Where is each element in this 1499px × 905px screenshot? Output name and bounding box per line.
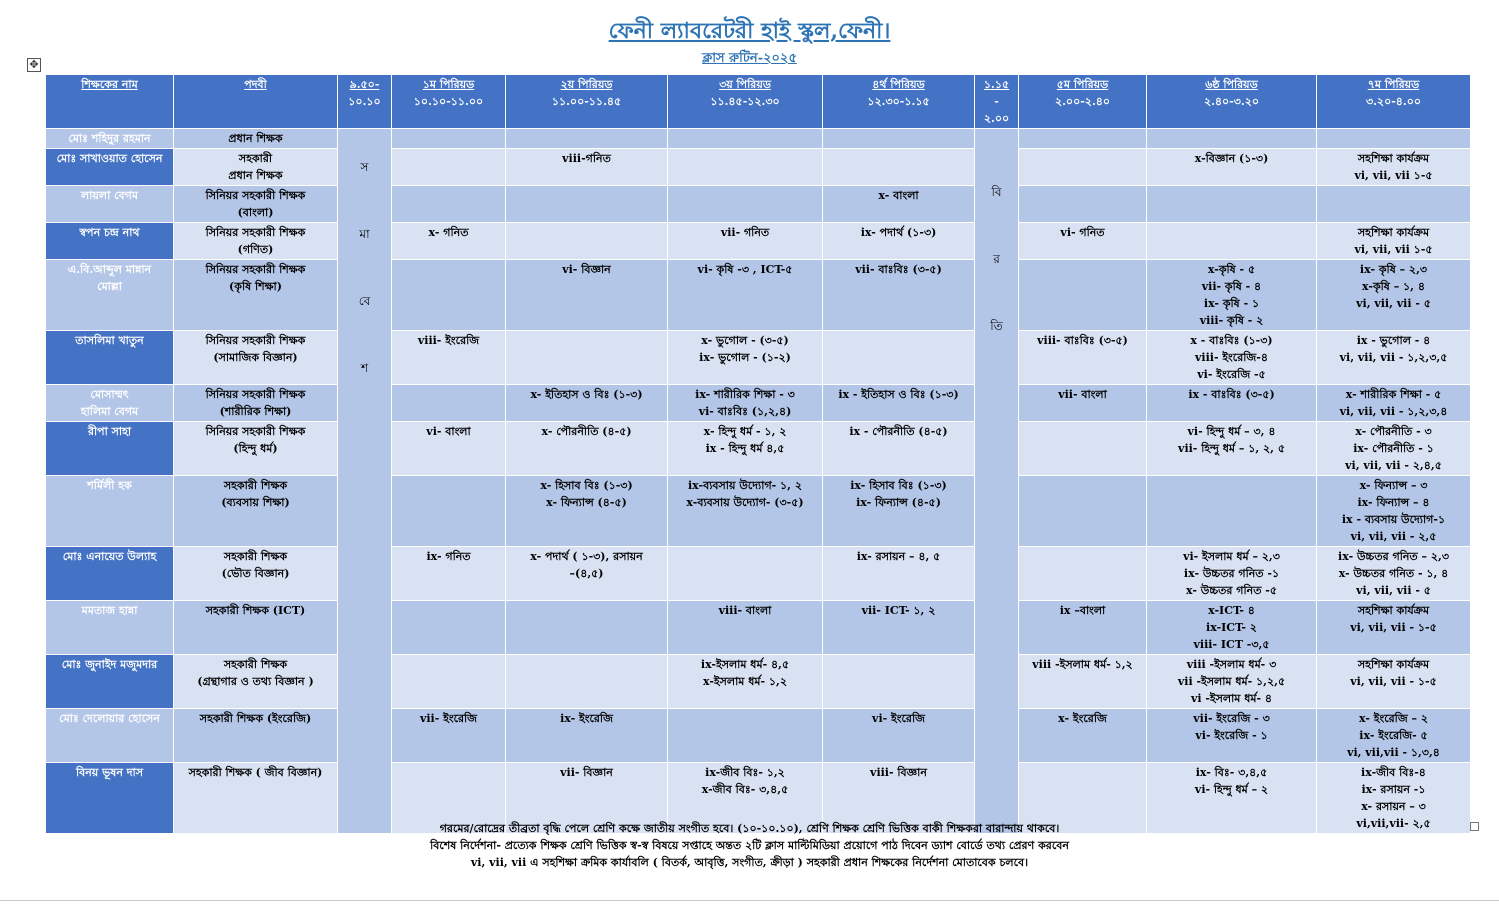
header-time: ৩.২০-৪.০০ — [1365, 95, 1422, 108]
header-cell — [506, 75, 668, 129]
assembly-letter: স — [360, 160, 369, 174]
header-time: ২.০০-২.৪০ — [1054, 95, 1111, 108]
teacher-designation: সহকারী শিক্ষক (ভৌত বিজ্ঞান) — [174, 547, 338, 601]
header-row — [46, 75, 1471, 129]
period-cell-p6: x-কৃষি - ৫ vii- কৃষি - ৪ ix- কৃষি - ১ viii- কৃষি - ২ — [1147, 260, 1317, 331]
period-cell-p4: vii- বাঃবিঃ (৩-৫) — [823, 260, 975, 331]
table-row — [46, 709, 1471, 763]
period-cell-p1: vii- ইংরেজি — [392, 709, 506, 763]
period-cell-p3: ix-ইসলাম ধর্ম- ৪,৫ x-ইসলাম ধর্ম- ১,২ — [668, 655, 823, 709]
table-row — [46, 385, 1471, 422]
teacher-name: মোঃ জুনাইদ মজুমদার — [46, 655, 174, 709]
header-time: ১০.১০ — [348, 95, 381, 108]
teacher-designation: সিনিয়র সহকারী শিক্ষক (গণিত) — [174, 223, 338, 260]
header-label: ৭ম পিরিয়ড — [1367, 78, 1420, 91]
period-cell-p6: vi- হিন্দু ধর্ম – ৩, ৪ vii- হিন্দু ধর্ম – ১, ২, ৫ — [1147, 422, 1317, 476]
period-cell-p2: x- ইতিহাস ও বিঃ (১-৩) — [506, 385, 668, 422]
period-cell-p7: সহশিক্ষা কার্যক্রম vi, vii, vii ১-৫ — [1317, 149, 1471, 186]
table-row — [46, 149, 1471, 186]
period-cell-p3 — [668, 709, 823, 763]
period-cell-p5: x- ইংরেজি — [1019, 709, 1147, 763]
period-cell-p5: viii- বাঃবিঃ (৩-৫) — [1019, 331, 1147, 385]
period-cell-p6: x-বিজ্ঞান (১-৩) — [1147, 149, 1317, 186]
table-row — [46, 422, 1471, 476]
period-cell-p6 — [1147, 129, 1317, 149]
period-cell-p2 — [506, 223, 668, 260]
period-cell-p2: x- পৌরনীতি (৪-৫) — [506, 422, 668, 476]
header-time: ১১.০০-১১.৪৫ — [551, 95, 622, 108]
period-cell-p5: vii- বাংলা — [1019, 385, 1147, 422]
teacher-designation: সহকারী শিক্ষক (ব্যবসায় শিক্ষা) — [174, 476, 338, 547]
page-bottom-edge — [0, 900, 1499, 901]
table-row — [46, 655, 1471, 709]
page-title: ফেনী ল্যাবরেটরী হাই স্কুল,ফেনী। — [608, 18, 891, 44]
teacher-designation: সহকারী শিক্ষক (গ্রন্থাগার ও তথ্য বিজ্ঞান ) — [174, 655, 338, 709]
header-time: ১১.৪৫-১২.৩০ — [710, 95, 780, 108]
period-cell-p7 — [1317, 129, 1471, 149]
period-cell-p3: ix-জীব বিঃ- ১,২ x-জীব বিঃ- ৩,৪,৫ — [668, 763, 823, 834]
header-label: পদবী — [244, 78, 267, 91]
period-cell-p7: সহশিক্ষা কার্যক্রম vi, vii, vii - ১-৫ — [1317, 601, 1471, 655]
teacher-name: তাসলিমা খাতুন — [46, 331, 174, 385]
period-cell-p4 — [823, 655, 975, 709]
teacher-designation: সিনিয়র সহকারী শিক্ষক (সামাজিক বিজ্ঞান) — [174, 331, 338, 385]
routine-table — [45, 74, 1471, 834]
table-body — [46, 129, 1471, 834]
period-cell-p6 — [1147, 223, 1317, 260]
period-cell-p4: ix- রসায়ন – ৪, ৫ — [823, 547, 975, 601]
period-cell-p6: viii -ইসলাম ধর্ম- ৩ vii -ইসলাম ধর্ম- ১,২,৫ vi -ইসলাম ধর্ম- ৪ — [1147, 655, 1317, 709]
header-time: ১০.১০-১১.০০ — [413, 95, 484, 108]
period-cell-p2: viii-গনিত — [506, 149, 668, 186]
period-cell-p6: x-ICT- ৪ ix-ICT- ২ viii- ICT -৩,৫ — [1147, 601, 1317, 655]
assembly-letter: শ — [360, 361, 369, 375]
period-cell-p6: vi- ইসলাম ধর্ম – ২,৩ ix- উচ্চতর গনিত -১ x- উচ্চতর গনিত -৫ — [1147, 547, 1317, 601]
header-time: ১২.৩০-১.১৫ — [867, 95, 930, 108]
period-cell-p3: x- ভুগোল - (৩-৫) ix- ভুগোল - (১-২) — [668, 331, 823, 385]
period-cell-p4 — [823, 331, 975, 385]
header-time: - ২.০০ — [983, 95, 1010, 125]
teacher-designation: সহকারী শিক্ষক ( জীব বিজ্ঞান) — [174, 763, 338, 834]
period-cell-p1 — [392, 260, 506, 331]
period-cell-p7 — [1317, 186, 1471, 223]
period-cell-p5 — [1019, 260, 1147, 331]
period-cell-p4: viii- বিজ্ঞান — [823, 763, 975, 834]
period-cell-p4: ix- হিসাব বিঃ (১-৩) ix- ফিন্যান্স (৪-৫) — [823, 476, 975, 547]
header-label: ৬ষ্ঠ পিরিয়ড — [1205, 78, 1258, 91]
period-cell-p1 — [392, 129, 506, 149]
period-cell-p5: viii -ইসলাম ধর্ম- ১,২ — [1019, 655, 1147, 709]
period-cell-p6 — [1147, 476, 1317, 547]
table-row — [46, 129, 1471, 149]
period-cell-p2: ix- ইংরেজি — [506, 709, 668, 763]
header-cell — [823, 75, 975, 129]
header-cell — [1317, 75, 1471, 129]
break-column — [975, 129, 1019, 834]
period-cell-p1: ix- গনিত — [392, 547, 506, 601]
period-cell-p6: vii- ইংরেজি - ৩ vi- ইংরেজি - ১ — [1147, 709, 1317, 763]
teacher-designation: সিনিয়র সহকারী শিক্ষক (শারীরিক শিক্ষা) — [174, 385, 338, 422]
page-subtitle: ক্লাস রুটিন-২০২৫ — [702, 51, 797, 66]
teacher-designation: প্রধান শিক্ষক — [174, 129, 338, 149]
break-letter: তি — [990, 319, 1003, 333]
period-cell-p7: x- ফিন্যান্স – ৩ ix- ফিন্যান্স – ৪ ix - ব্যবসায় উদ্যোগ-১ vi, vii, vii - ২,৫ — [1317, 476, 1471, 547]
period-cell-p4: vii- ICT- ১, ২ — [823, 601, 975, 655]
assembly-letter: মা — [359, 227, 370, 241]
period-cell-p3: vii- গনিত — [668, 223, 823, 260]
table-row — [46, 601, 1471, 655]
period-cell-p1 — [392, 186, 506, 223]
period-cell-p6: x - বাঃবিঃ (১-৩) viii- ইংরেজি-৪ vi- ইংরেজি -৫ — [1147, 331, 1317, 385]
header-time: ২.৪০-৩.২০ — [1203, 95, 1260, 108]
teacher-designation: সিনিয়র সহকারী শিক্ষক (বাংলা) — [174, 186, 338, 223]
teacher-designation: সিনিয়র সহকারী শিক্ষক (হিন্দু ধর্ম) — [174, 422, 338, 476]
period-cell-p4: ix - ইতিহাস ও বিঃ (১-৩) — [823, 385, 975, 422]
period-cell-p7: x- শারীরিক শিক্ষা - ৫ vi, vii, vii - ১,২,৩,৪ — [1317, 385, 1471, 422]
period-cell-p5 — [1019, 186, 1147, 223]
teacher-name: শর্মিলী হক — [46, 476, 174, 547]
table-row — [46, 186, 1471, 223]
period-cell-p7: ix- কৃষি – ২,৩ x-কৃষি – ১, ৪ vi, vii, vii - ৫ — [1317, 260, 1471, 331]
teacher-name: মোঃ সাখাওয়াত হোসেন — [46, 149, 174, 186]
header-cell — [975, 75, 1019, 129]
period-cell-p2 — [506, 129, 668, 149]
teacher-name: মোঃ এনায়েত উল্যাহ — [46, 547, 174, 601]
header-label: ১ম পিরিয়ড — [422, 78, 475, 91]
period-cell-p2: vi- বিজ্ঞান — [506, 260, 668, 331]
period-cell-p7: x- পৌরনীতি - ৩ ix- পৌরনীতি - ১ vi, vii, vii - ২,৪,৫ — [1317, 422, 1471, 476]
period-cell-p4 — [823, 129, 975, 149]
period-cell-p3: vi- কৃষি -৩ , ICT-৫ — [668, 260, 823, 331]
period-cell-p1: x- গনিত — [392, 223, 506, 260]
teacher-name: লায়লা বেগম — [46, 186, 174, 223]
period-cell-p2 — [506, 331, 668, 385]
header-label: শিক্ষকের নাম — [81, 78, 138, 91]
period-cell-p5 — [1019, 149, 1147, 186]
period-cell-p5 — [1019, 422, 1147, 476]
period-cell-p1 — [392, 385, 506, 422]
header-cell — [1019, 75, 1147, 129]
period-cell-p2 — [506, 655, 668, 709]
header-label: ২য় পিরিয়ড — [560, 78, 613, 91]
teacher-name: মোঃ দেলোয়ার হোসেন — [46, 709, 174, 763]
period-cell-p5 — [1019, 129, 1147, 149]
table-row — [46, 547, 1471, 601]
teacher-designation: সিনিয়র সহকারী শিক্ষক (কৃষি শিক্ষা) — [174, 260, 338, 331]
header-label: ৩য় পিরিয়ড — [719, 78, 771, 91]
period-cell-p2: x- পদার্থ ( ১-৩), রসায়ন –(৪,৫) — [506, 547, 668, 601]
table-move-handle-icon[interactable]: ✥ — [27, 58, 41, 72]
footer-note-2: বিশেষ নির্দেশনা- প্রত্যেক শিক্ষক শ্রেণি ভিত্তিক স্ব-স্ব বিষয়ে সপ্তাহে অন্তত ২টি ক্লাস মাল্টিমিডিয়া প্রয়োগে পাঠ দিবেন ড্যাশ বোর্ডে তথ্য প্রেরণ করবেন — [430, 839, 1069, 852]
period-cell-p3 — [668, 186, 823, 223]
teacher-name: বিনয় ভূষন দাস — [46, 763, 174, 834]
teacher-name: মমতাজ হান্না — [46, 601, 174, 655]
header-cell — [668, 75, 823, 129]
teacher-designation: সহকারী শিক্ষক (ICT) — [174, 601, 338, 655]
table-row — [46, 331, 1471, 385]
assembly-column — [338, 129, 392, 834]
period-cell-p3 — [668, 149, 823, 186]
period-cell-p7: ix-জীব বিঃ-৪ ix- রসায়ন -১ x- রসায়ন – ৩ vi,vii,vii- ২,৫ — [1317, 763, 1471, 834]
period-cell-p1: viii- ইংরেজি — [392, 331, 506, 385]
period-cell-p6: ix- বিঃ- ৩,৪,৫ vi- হিন্দু ধর্ম – ২ — [1147, 763, 1317, 834]
period-cell-p4: ix - পৌরনীতি (৪-৫) — [823, 422, 975, 476]
period-cell-p2: vii- বিজ্ঞান — [506, 763, 668, 834]
period-cell-p2 — [506, 186, 668, 223]
period-cell-p5: vi- গনিত — [1019, 223, 1147, 260]
period-cell-p1: vi- বাংলা — [392, 422, 506, 476]
period-cell-p7: সহশিক্ষা কার্যক্রম vi, vii, vii - ১-৫ — [1317, 655, 1471, 709]
period-cell-p7: সহশিক্ষা কার্যক্রম vi, vii, vii ১-৫ — [1317, 223, 1471, 260]
period-cell-p1 — [392, 476, 506, 547]
period-cell-p6 — [1147, 186, 1317, 223]
teacher-designation: সহকারী প্রধান শিক্ষক — [174, 149, 338, 186]
header-cell — [174, 75, 338, 129]
period-cell-p2 — [506, 601, 668, 655]
period-cell-p4: x- বাংলা — [823, 186, 975, 223]
period-cell-p1 — [392, 655, 506, 709]
period-cell-p3: x- হিন্দু ধর্ম - ১, ২ ix - হিন্দু ধর্ম ৪,৫ — [668, 422, 823, 476]
period-cell-p4: vi- ইংরেজি — [823, 709, 975, 763]
header-label: ৯.৫০- — [349, 78, 380, 91]
break-letter: র — [993, 252, 1000, 266]
header-cell — [338, 75, 392, 129]
period-cell-p5: ix –বাংলা — [1019, 601, 1147, 655]
footer-note-3: vi, vii, vii এ সহশিক্ষা ক্রমিক কার্যাবলি ( বিতর্ক, আবৃত্তি, সংগীত, ক্রীড়া ) সহকারী প্রধান শিক্ষকের নির্দেশনা মোতাবেক চলবে। — [470, 856, 1029, 869]
period-cell-p2: x- হিসাব বিঃ (১-৩) x- ফিন্যান্স (৪-৫) — [506, 476, 668, 547]
teacher-name: স্বপন চন্দ্র নাথ — [46, 223, 174, 260]
period-cell-p3: ix-ব্যবসায় উদ্যোগ- ১, ২ x-ব্যবসায় উদ্যোগ- (৩-৫) — [668, 476, 823, 547]
header-label: ৪র্থ পিরিয়ড — [872, 78, 925, 91]
period-cell-p4 — [823, 149, 975, 186]
header-label: ৫ম পিরিয়ড — [1056, 78, 1109, 91]
table-row — [46, 260, 1471, 331]
header-cell — [46, 75, 174, 129]
table-row — [46, 476, 1471, 547]
period-cell-p5 — [1019, 547, 1147, 601]
period-cell-p4: ix- পদার্থ (১-৩) — [823, 223, 975, 260]
teacher-name: মোঃ শহিদুর রহমান — [46, 129, 174, 149]
period-cell-p6: ix - বাঃবিঃ (৩-৫) — [1147, 385, 1317, 422]
period-cell-p1 — [392, 601, 506, 655]
header-label: ১.১৫ — [983, 78, 1010, 91]
period-cell-p3: ix- শারীরিক শিক্ষা - ৩ vi- বাঃবিঃ (১,২,৪) — [668, 385, 823, 422]
assembly-letter: বে — [358, 294, 371, 308]
period-cell-p3 — [668, 547, 823, 601]
period-cell-p7: ix- উচ্চতর গনিত – ২,৩ x- উচ্চতর গনিত - ১, ৪ vi, vii, vii - ৫ — [1317, 547, 1471, 601]
teacher-designation: সহকারী শিক্ষক (ইংরেজি) — [174, 709, 338, 763]
period-cell-p5 — [1019, 476, 1147, 547]
period-cell-p7: ix - ভুগোল - ৪ vi, vii, vii - ১,২,৩,৫ — [1317, 331, 1471, 385]
footer-note-1: গরমের/রোদ্রের তীব্রতা বৃদ্ধি পেলে শ্রেণি কক্ষে জাতীয় সংগীত হবে। (১০-১০.১০), শ্রেণি শিক্ষক শ্রেণি ভিত্তিক বাকী শিক্ষকরা বারান্দায় থাকবে। — [439, 822, 1060, 835]
period-cell-p7: x- ইংরেজি – ২ ix- ইংরেজি- ৫ vi, vii,vii - ১,৩,৪ — [1317, 709, 1471, 763]
period-cell-p3: viii- বাংলা — [668, 601, 823, 655]
break-letter: বি — [991, 185, 1002, 199]
table-row — [46, 223, 1471, 260]
teacher-name: এ.বি.আব্দুল মান্নান মোল্লা — [46, 260, 174, 331]
header-cell — [1147, 75, 1317, 129]
period-cell-p3 — [668, 129, 823, 149]
header-cell — [392, 75, 506, 129]
teacher-name: রীপা সাহা — [46, 422, 174, 476]
teacher-name: মোসাম্মৎ হালিমা বেগম — [46, 385, 174, 422]
period-cell-p1 — [392, 149, 506, 186]
